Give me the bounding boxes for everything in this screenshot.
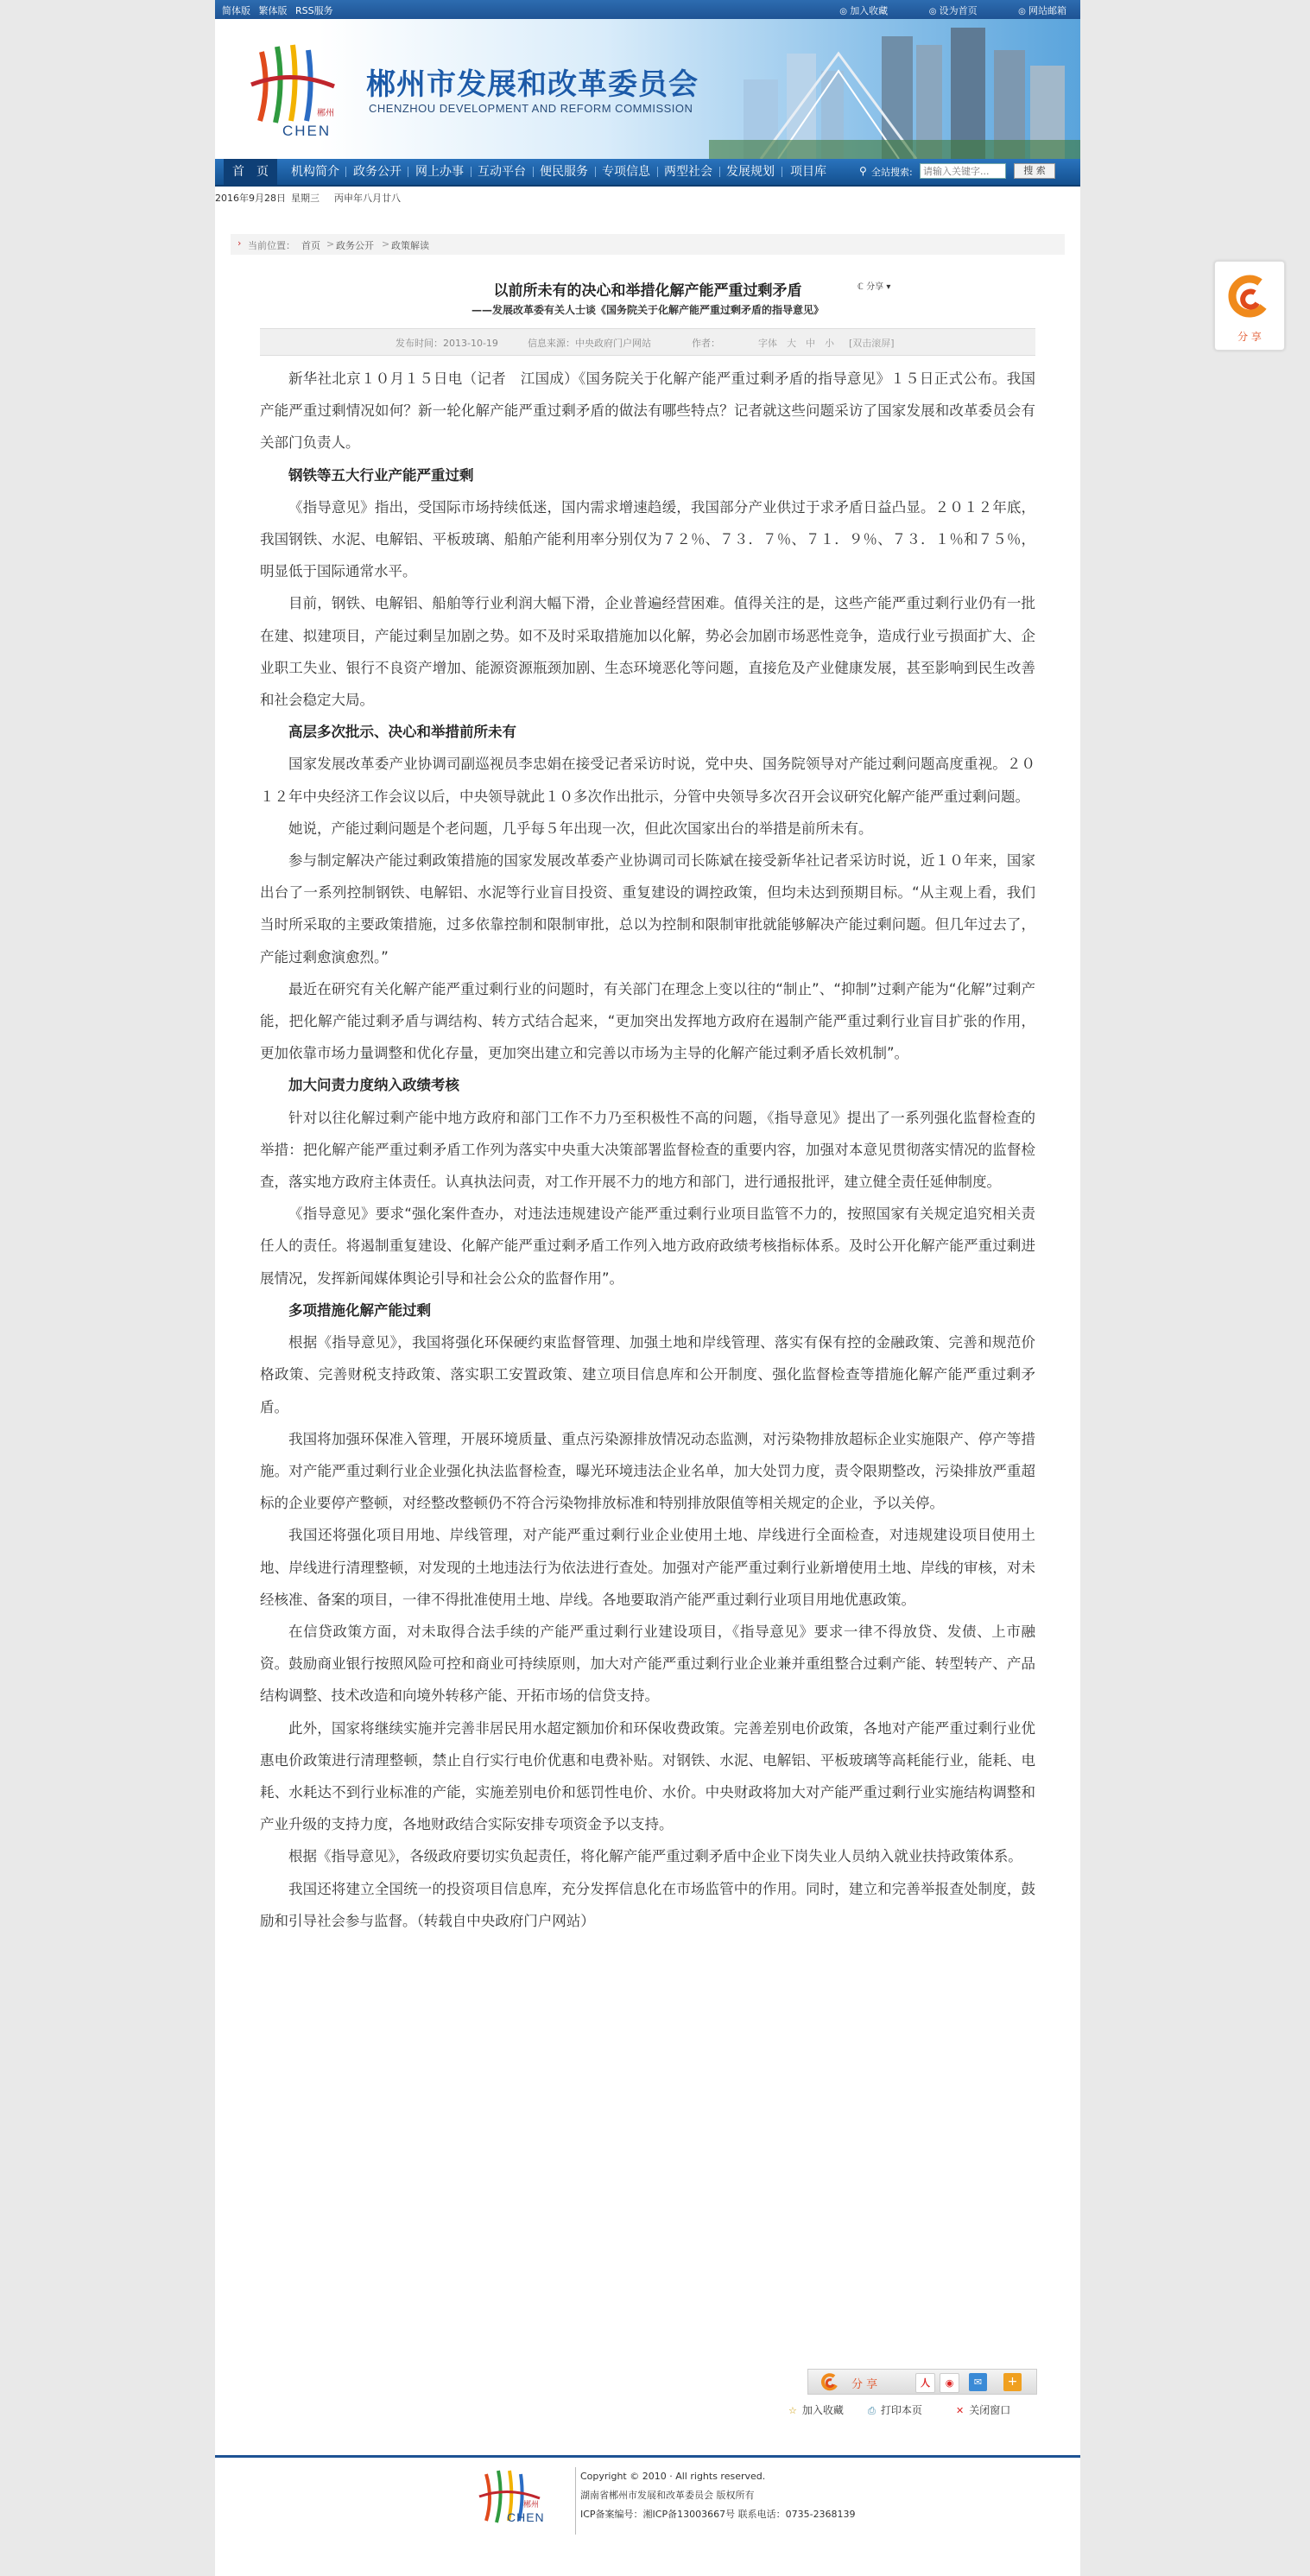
qzone-share-icon[interactable]: ✉ <box>969 2373 987 2391</box>
article-section-heading: 加大问责力度纳入政绩考核 <box>288 1077 459 1094</box>
article-paragraph: 《指导意见》要求“强化案件查办，对违法违规建设产能严重过剩行业项目监管不力的，按照国家有关规定追究相关责任人的责任。将遏制重复建设、化解产能严重过剩矛盾工作列入地方政府政绩考核指标体系。及时公开化解产能严重过剩进展情况，发挥新闻媒体舆论引导和社会公众的监督作用”。 <box>260 1206 1035 1287</box>
article-paragraph: 《指导意见》指出，受国际市场持续低迷，国内需求增速趋缓，我国部分产业供过于求矛盾日益凸显。２０１２年底，我国钢铁、水泥、电解铝、平板玻璃、船舶产能利用率分别仅为７２％、７３．７％、７１．９％、７３．１％和７５％，明显低于国际通常水平。 <box>260 498 1035 580</box>
lunar-date-text: 丙申年八月廿八 <box>334 193 401 204</box>
floating-share-icon <box>1225 270 1274 322</box>
nav-project-library[interactable]: 项目库 <box>790 165 826 179</box>
article-meta <box>260 328 1035 356</box>
info-source: 信息来源：中央政府门户网站 <box>528 338 651 349</box>
article-paragraph: 我国将加强环保准入管理，开展环境质量、重点污染源排放情况动态监测，对污染物排放超标企业实施限产、停产等措施。对产能严重过剩行业企业强化执法监督检查，曝光环境违法企业名单，加大处罚力度，责令限期整改，污染排放严重超标的企业要停产整顿，对经整改整顿仍不符合污染物排放标准和特别排放限值等相关规定的企业，予以关停。 <box>260 1430 1035 1512</box>
nav-gov-affairs[interactable]: 政务公开 <box>353 165 402 179</box>
share-mini-icon: ℂ <box>858 282 867 292</box>
double-click-scroll[interactable]: [双击滚屏] <box>849 338 895 349</box>
search-icon: ⚲ <box>859 165 867 177</box>
nav-separator <box>719 167 720 177</box>
weekday-text: 星期三 <box>291 193 320 204</box>
breadcrumb-policy[interactable]: 政策解读 <box>391 240 429 251</box>
site-banner <box>215 19 1080 159</box>
chevron-down-icon: ▾ <box>883 282 891 292</box>
share-mini-label: 分享 <box>866 282 884 292</box>
share-logo-icon <box>820 2372 839 2391</box>
logo-cn-text: 郴州 <box>317 109 334 118</box>
nav-separator <box>345 167 346 177</box>
rss-link[interactable]: RSS服务 <box>295 5 333 16</box>
article-section-heading: 高层多次批示、决心和举措前所未有 <box>288 724 516 741</box>
article-paragraph: 新华社北京１０月１５日电（记者 江国成）《国务院关于化解产能严重过剩矛盾的指导意见》１５日正式公布。我国产能严重过剩情况如何？新一轮化解产能严重过剩矛盾的做法有哪些特点？记者就这些问题采访了国家发展和改革委员会有关部门负责人。 <box>260 370 1035 452</box>
add-favorite-link[interactable]: ◎ 加入收藏 <box>839 5 888 16</box>
article-subtitle: ——发展改革委有关人士谈《国务院关于化解产能严重过剩矛盾的指导意见》 <box>471 304 824 316</box>
breadcrumb <box>231 234 1065 255</box>
share-toolbar <box>807 2369 1037 2395</box>
set-homepage-link[interactable]: ◎ 设为首页 <box>929 5 978 16</box>
floating-share-label: 分 享 <box>1237 331 1262 343</box>
footer-logo-cn: 郴州 <box>523 2501 540 2510</box>
article-paragraph: 最近在研究有关化解产能严重过剩行业的问题时，有关部门在理念上变以往的“制止”、“抑制”过剩产能为“化解”过剩产能，把化解产能过剩矛盾与调结构、转方式结合起来，“更加突出发挥地方政府在遏制产能严重过剩行业盲目扩张的作用，更加依靠市场力量调整和优化存量，更加突出建立和完善以市场为主导的化解产能过剩矛盾长效机制”。 <box>260 980 1035 1062</box>
favorite-icon: ☆ <box>788 2405 797 2416</box>
copyright-text: Copyright © 2010 · All rights reserved. <box>580 2471 766 2482</box>
nav-about[interactable]: 机构简介 <box>291 165 339 179</box>
nav-online-service[interactable]: 网上办事 <box>415 165 464 179</box>
quick-links <box>801 3 1066 17</box>
print-icon: ⎙ <box>868 2405 876 2416</box>
article-paragraph: 针对以往化解过剩产能中地方政府和部门工作不力乃至积极性不高的问题，《指导意见》提出了一系列强化监督检查的举措：把化解产能严重过剩矛盾工作列为落实中央重大决策部署监督检查的重要内容，加强对本意见贯彻落实情况的监督检查，落实地方政府主体责任。认真执法问责，对工作开展不力的地方和部门，进行通报批评，建立健全责任延伸制度。 <box>260 1109 1035 1191</box>
floating-share-widget[interactable] <box>1214 261 1285 351</box>
article-body <box>260 363 1035 1937</box>
article-paragraph: 国家发展改革委产业协调司副巡视员李忠娟在接受记者采访时说，党中央、国务院领导对产能过剩问题高度重视。２０１２年中央经济工作会议以后，中央领导就此１０多次作出批示，分管中央领导多次召开会议研究化解产能严重过剩问题。 <box>260 756 1035 805</box>
nav-separator <box>533 167 534 177</box>
nav-public-service[interactable]: 便民服务 <box>540 165 588 179</box>
owner-text: 湖南省郴州市发展和改革委员会 版权所有 <box>580 2490 755 2501</box>
article-paragraph: 根据《指导意见》，我国将强化环保硬约束监督管理、加强土地和岸线管理、落实有保有控的金融政策、完善和规范价格政策、完善财税支持政策、落实职工安置政策、建立项目信息库和公开制度、强化监督检查等措施化解产能严重过剩矛盾。 <box>260 1334 1035 1415</box>
simplified-link[interactable]: 简体版 <box>222 5 250 16</box>
icp-text: ICP备案编号：湘ICP备13003667号 联系电话：0735-2368139 <box>580 2509 856 2520</box>
page-container <box>215 0 1080 2576</box>
breadcrumb-separator: > <box>382 238 390 250</box>
date-text: 2016年9月28日 <box>215 193 286 204</box>
print-button[interactable] <box>868 2402 922 2417</box>
nav-planning[interactable]: 发展规划 <box>726 165 775 179</box>
traditional-link[interactable]: 繁体版 <box>258 5 288 16</box>
article-paragraph: 根据《指导意见》，各级政府要切实负起责任，将化解产能严重过剩矛盾中企业下岗失业人员纳入就业扶持政策体系。 <box>288 1848 1022 1865</box>
more-share-icon[interactable]: + <box>1003 2373 1022 2391</box>
close-window-label: 关闭窗口 <box>969 2404 1011 2416</box>
weibo-share-icon[interactable]: ◉ <box>940 2373 959 2393</box>
search-input[interactable] <box>920 163 1006 179</box>
breadcrumb-separator: > <box>326 238 335 250</box>
font-size-switch[interactable]: 字体 大 中 小 <box>758 338 834 349</box>
article-paragraph: 我国还将建立全国统一的投资项目信息库，充分发挥信息化在市场监管中的作用。同时，建立和完善举报查处制度，鼓励和引导社会参与监督。（转载自中央政府门户网站） <box>260 1880 1035 1929</box>
share-mini-button[interactable] <box>858 279 890 292</box>
site-subtitle: CHENZHOU DEVELOPMENT AND REFORM COMMISSION <box>369 102 693 115</box>
nav-home[interactable]: 首 页 <box>224 159 277 185</box>
site-title: 郴州市发展和改革委员会 <box>366 67 699 102</box>
search-button[interactable]: 搜 索 <box>1014 163 1055 179</box>
breadcrumb-home[interactable]: 首页 <box>301 240 320 251</box>
article-paragraph: 参与制定解决产能过剩政策措施的国家发展改革委产业协调司司长陈斌在接受新华社记者采访时说，近１０年来，国家出台了一系列控制钢铁、电解铝、水泥等行业盲目投资、重复建设的调控政策，但均未达到预期目标。“从主观上看，我们当时所采取的主要政策措施，过多依靠控制和限制审批，总以为控制和限制审批就能够解决产能过剩问题。但几年过去了，产能过剩愈演愈烈。” <box>260 852 1035 965</box>
search-label: 全站搜索: <box>871 167 913 178</box>
publish-time: 发布时间：2013-10-19 <box>396 338 498 349</box>
language-links <box>222 3 339 17</box>
renren-share-icon[interactable]: 人 <box>915 2373 935 2393</box>
footer-info <box>580 2467 856 2524</box>
nav-two-oriented-society[interactable]: 两型社会 <box>664 165 712 179</box>
article-paragraph: 我国还将强化项目用地、岸线管理，对产能严重过剩行业企业使用土地、岸线进行全面检查，对违规建设项目使用土地、岸线进行清理整顿，对发现的土地违法行为依法进行查处。加强对产能严重过剩行业新增使用土地、岸线的审核，对未经核准、备案的项目，一律不得批准使用土地、岸线。各地要取消产能严重过剩行业项目用地优惠政策。 <box>260 1527 1035 1608</box>
article-paragraph: 在信贷政策方面，对未取得合法手续的产能严重过剩行业建设项目，《指导意见》要求一律不得放贷、发债、上市融资。鼓励商业银行按照风险可控和商业可持续原则，加大对产能严重过剩行业企业兼并重组整合过剩产能、转型转产、产品结构调整、技术改造和向境外转移产能、开拓市场的信贷支持。 <box>260 1623 1035 1705</box>
article-section-heading: 钢铁等五大行业产能严重过剩 <box>288 466 474 484</box>
city-skyline-image <box>709 19 1080 159</box>
top-utility-bar <box>215 0 1080 19</box>
add-favorite-label: 加入收藏 <box>801 2404 844 2416</box>
breadcrumb-arrow-icon: › <box>237 237 242 249</box>
article-paragraph: 目前，钢铁、电解铝、船舶等行业利润大幅下滑，企业普遍经营困难。值得关注的是，这些产能严重过剩行业仍有一批在建、拟建项目，产能过剩呈加剧之势。如不及时采取措施加以化解，势必会加剧市场恶性竞争，造成行业亏损面扩大、企业职工失业、银行不良资产增加、能源资源瓶颈加剧、生态环境恶化等问题，直接危及产业健康发展，甚至影响到民生改善和社会稳定大局。 <box>260 595 1035 709</box>
article-paragraph: 她说，产能过剩问题是个老问题，几乎每５年出现一次，但此次国家出台的举措是前所未有。 <box>288 820 873 837</box>
print-label: 打印本页 <box>880 2404 922 2416</box>
nav-separator <box>595 167 596 177</box>
footer-divider-line <box>215 2455 1080 2458</box>
footer-vertical-divider <box>575 2467 576 2535</box>
nav-separator <box>657 167 658 177</box>
nav-interaction[interactable]: 互动平台 <box>478 165 526 179</box>
author: 作者： <box>692 338 720 349</box>
article-section-heading: 多项措施化解产能过剩 <box>288 1301 431 1319</box>
close-icon: ✕ <box>956 2405 965 2416</box>
article-title: 以前所未有的决心和举措化解产能严重过剩矛盾 <box>493 282 802 300</box>
date-bar <box>215 187 1080 205</box>
main-nav <box>215 159 1080 187</box>
add-favorite-button[interactable] <box>788 2402 844 2417</box>
breadcrumb-label: 当前位置： <box>248 240 295 251</box>
site-mail-link[interactable]: ◎ 网站邮箱 <box>1018 5 1066 16</box>
breadcrumb-gov-affairs[interactable]: 政务公开 <box>336 240 374 251</box>
article-paragraph: 此外，国家将继续实施并完善非居民用水超定额加价和环保收费政策。完善差别电价政策，各地对产能严重过剩行业优惠电价政策进行清理整顿，禁止自行实行电价优惠和电费补贴。对钢铁、水泥、电解铝、平板玻璃等高耗能行业，能耗、电耗、水耗达不到行业标准的产能，实施差别电价和惩罚性电价、水价。中央财政将加大对产能严重过剩行业实施结构调整和产业升级的支持力度，各地财政结合实际安排专项资金予以支持。 <box>260 1719 1035 1833</box>
close-window-button[interactable] <box>956 2402 1010 2417</box>
nav-special-info[interactable]: 专项信息 <box>602 165 650 179</box>
logo-en-text: CHEN <box>282 123 332 139</box>
footer-logo-en: CHEN <box>507 2510 545 2524</box>
share-label[interactable]: 分 享 <box>851 2378 878 2391</box>
